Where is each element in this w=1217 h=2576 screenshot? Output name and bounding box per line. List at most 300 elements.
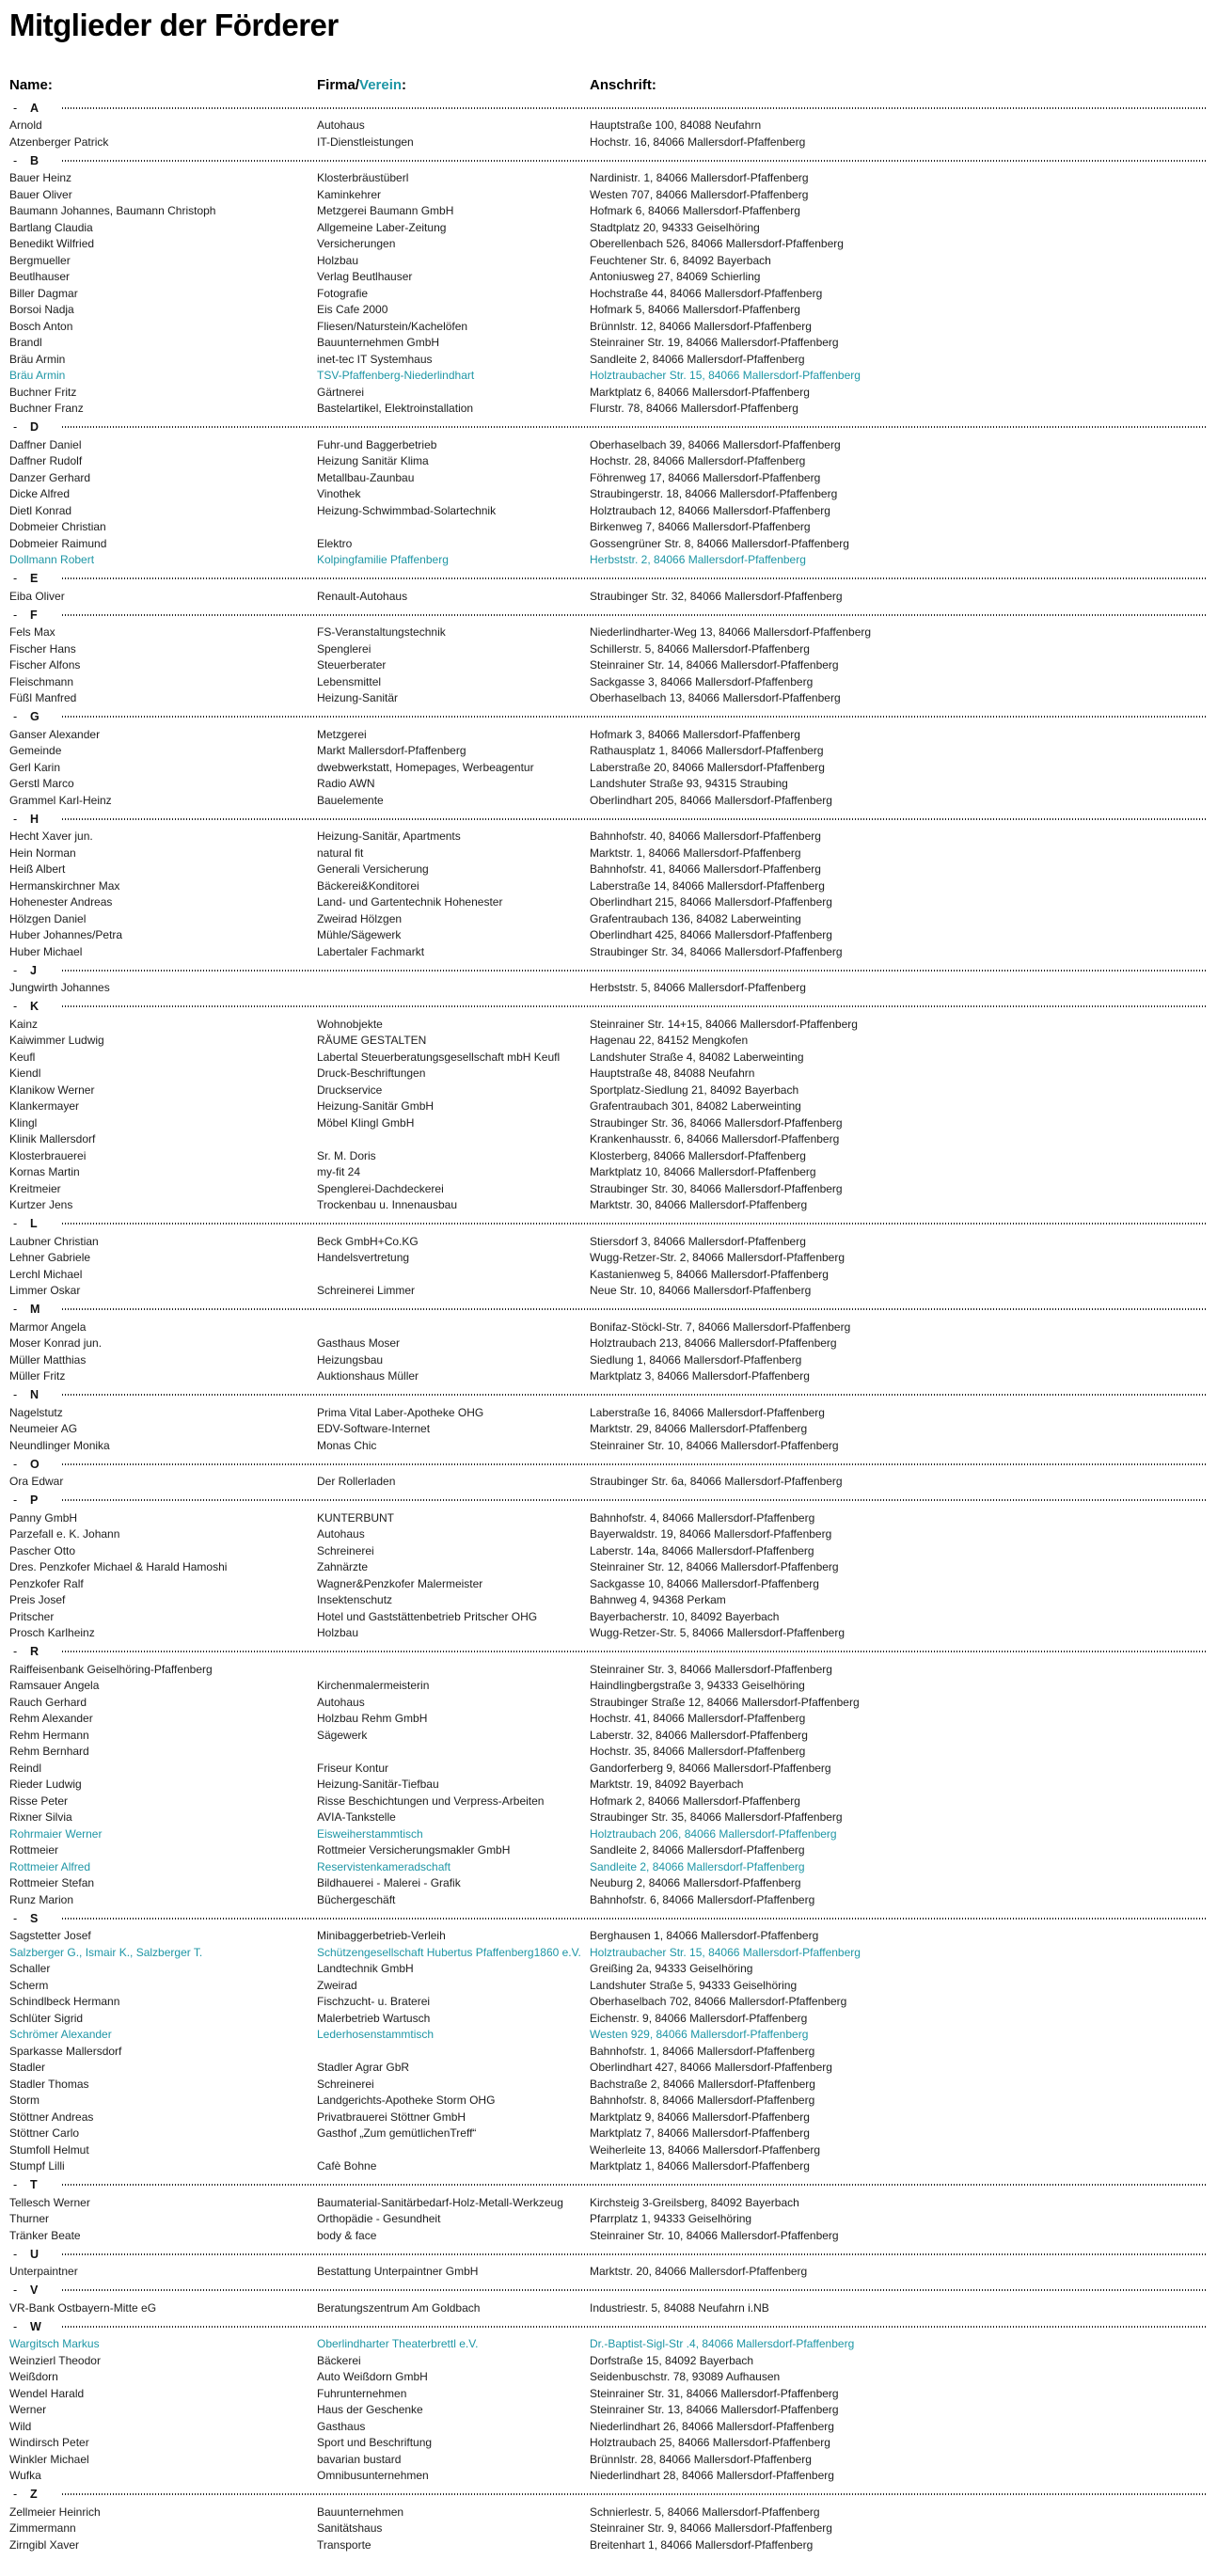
member-name: Klanikow Werner: [9, 1083, 95, 1097]
member-firma: AVIA-Tankstelle: [317, 1810, 396, 1824]
member-name: Heiß Albert: [9, 862, 66, 876]
member-name: Fischer Alfons: [9, 658, 81, 672]
member-row: [9, 286, 1208, 303]
member-name: Kreitmeier: [9, 1181, 61, 1195]
member-row: [9, 385, 1208, 402]
member-firma: Vinothek: [317, 487, 361, 500]
section-dotted-rule: [62, 1005, 1206, 1007]
member-anschrift: Flurstr. 78, 84066 Mallersdorf-Pfaffenberg: [590, 402, 798, 415]
member-row: [9, 2011, 1208, 2028]
member-name: Atzenberger Patrick: [9, 134, 109, 149]
member-firma: Friseur Kontur: [317, 1761, 389, 1775]
member-name[interactable]: Rohrmaier Werner: [9, 1826, 103, 1841]
member-firma[interactable]: Lederhosenstammtisch: [317, 2028, 435, 2041]
section-dotted-rule: [62, 2493, 1206, 2495]
member-anschrift: Marktstr. 19, 84092 Bayerbach: [590, 1778, 744, 1791]
member-anschrift: Holztraubach 213, 84066 Mallersdorf-Pfaffenberg: [590, 1336, 837, 1350]
section-dash: -: [13, 2178, 18, 2191]
member-row: [9, 437, 1208, 454]
member-row: [9, 1197, 1208, 1214]
member-row: [9, 1283, 1208, 1300]
member-name: Dres. Penzkofer Michael & Harald Hamoshi: [9, 1560, 228, 1573]
member-anschrift: Hagenau 22, 84152 Mengkofen: [590, 1034, 749, 1047]
member-row: [9, 1352, 1208, 1369]
member-anschrift: Bahnweg 4, 94368 Perkam: [590, 1593, 726, 1606]
member-anschrift: Steinrainer Str. 13, 84066 Mallersdorf-Pfaffenberg: [590, 2403, 839, 2416]
member-row: [9, 944, 1208, 961]
member-name: Storm: [9, 2094, 40, 2107]
member-anschrift: Rathausplatz 1, 84066 Mallersdorf-Pfaffenberg: [590, 744, 824, 757]
member-name: Lehner Gabriele: [9, 1251, 91, 1264]
member-row: [9, 589, 1208, 606]
member-name: Sagstetter Josef: [9, 1929, 91, 1942]
member-name: Wild: [9, 2419, 32, 2433]
section-header-l: [9, 1214, 1208, 1234]
member-name[interactable]: Schrömer Alexander: [9, 2028, 112, 2041]
member-firma: Bäckerei: [317, 2353, 361, 2367]
member-row: [9, 335, 1208, 352]
member-anschrift: Greißing 2a, 94333 Geiselhöring: [590, 1962, 753, 1975]
member-name: Pascher Otto: [9, 1543, 76, 1557]
section-letter: L: [30, 1217, 38, 1230]
section-header-a: [9, 98, 1208, 118]
section-header-g: [9, 707, 1208, 727]
member-firma: Transporte: [317, 2537, 371, 2552]
member-name: Rehm Alexander: [9, 1712, 93, 1725]
member-row: [9, 2505, 1208, 2521]
member-row: [9, 519, 1208, 536]
member-name: Nagelstutz: [9, 1405, 63, 1419]
member-row: [9, 1066, 1208, 1083]
member-row: [9, 1083, 1208, 1099]
member-anschrift: Laberstraße 14, 84066 Mallersdorf-Pfaffenberg: [590, 878, 825, 893]
member-name: Beutlhauser: [9, 270, 71, 283]
member-row: [9, 861, 1208, 878]
member-name: Borsoi Nadja: [9, 303, 74, 316]
member-name: Hecht Xaver jun.: [9, 830, 93, 843]
section-dotted-rule: [62, 2184, 1206, 2186]
member-row: [9, 1050, 1208, 1067]
member-firma: Metzgerei Baumann GmbH: [317, 204, 454, 217]
section-letter: O: [30, 1457, 40, 1471]
section-dash: -: [13, 420, 18, 434]
member-firma: dwebwerkstatt, Homepages, Werbeagentur: [317, 760, 534, 774]
member-firma: Fuhr-und Baggerbetrieb: [317, 437, 437, 451]
section-header-z: [9, 2485, 1208, 2505]
member-row: [9, 2228, 1208, 2245]
member-firma: Mühle/Sägewerk: [317, 928, 402, 941]
section-header-b: [9, 150, 1208, 170]
member-anschrift: Oberellenbach 526, 84066 Mallersdorf-Pfaffenberg: [590, 237, 844, 250]
member-firma: Fuhrunternehmen: [317, 2386, 407, 2400]
member-row: [9, 486, 1208, 503]
member-row: [9, 1826, 1208, 1843]
member-anschrift[interactable]: Dr.-Baptist-Sigl-Str .4, 84066 Mallersdorf-Pfaffenberg: [590, 2337, 855, 2350]
member-anschrift: Bahnhofstr. 40, 84066 Mallersdorf-Pfaffenberg: [590, 830, 821, 843]
member-anschrift: Grafentraubach 301, 84082 Laberweinting: [590, 1099, 801, 1113]
member-firma: Eis Cafe 2000: [317, 303, 388, 316]
section-header-o: [9, 1454, 1208, 1474]
member-row: [9, 2435, 1208, 2452]
member-row: [9, 2369, 1208, 2386]
member-row: [9, 1576, 1208, 1593]
member-name: Tellesch Werner: [9, 2195, 90, 2209]
section-dash: -: [13, 1217, 18, 1230]
section-dash: -: [13, 2488, 18, 2501]
member-row: [9, 203, 1208, 220]
member-anschrift: Berghausen 1, 84066 Mallersdorf-Pfaffenberg: [590, 1929, 819, 1942]
section-dotted-rule: [62, 160, 1206, 162]
member-anschrift: Straubinger Straße 12, 84066 Mallersdorf-Pfaffenberg: [590, 1695, 860, 1709]
section-dotted-rule: [62, 1223, 1206, 1225]
section-letter: T: [30, 2178, 38, 2191]
member-firma: Orthopädie - Gesundheit: [317, 2212, 441, 2225]
member-row: [9, 1794, 1208, 1810]
member-firma: Heizung-Sanitär: [317, 691, 399, 704]
member-anschrift: Wugg-Retzer-Str. 2, 84066 Mallersdorf-Pfaffenberg: [590, 1251, 846, 1264]
member-firma: body & face: [317, 2228, 377, 2242]
member-row: [9, 776, 1208, 793]
member-row: [9, 911, 1208, 928]
member-firma: Bestattung Unterpaintner GmbH: [317, 2265, 479, 2278]
member-row: [9, 220, 1208, 237]
member-firma: Auktionshaus Müller: [317, 1369, 419, 1383]
section-dotted-rule: [62, 1499, 1206, 1501]
member-anschrift: Hochstraße 44, 84066 Mallersdorf-Pfaffenberg: [590, 286, 823, 300]
member-name: Zirngibl Xaver: [9, 2537, 80, 2552]
member-row: [9, 2211, 1208, 2228]
member-name: Unterpaintner: [9, 2265, 78, 2278]
section-header-h: [9, 809, 1208, 829]
member-firma[interactable]: TSV-Pfaffenberg-Niederlindhart: [317, 369, 475, 382]
member-row: [9, 2126, 1208, 2142]
member-name: Rehm Bernhard: [9, 1745, 89, 1758]
member-row: [9, 2336, 1208, 2353]
member-firma: Heizung-Sanitär GmbH: [317, 1099, 435, 1113]
member-row: [9, 302, 1208, 319]
member-name: Rauch Gerhard: [9, 1695, 87, 1709]
member-firma: Bäckerei&Konditorei: [317, 878, 419, 893]
member-row: [9, 453, 1208, 470]
member-anschrift[interactable]: Herbststr. 2, 84066 Mallersdorf-Pfaffenberg: [590, 553, 806, 566]
member-firma: Beck GmbH+Co.KG: [317, 1234, 419, 1248]
member-anschrift: Grafentraubach 136, 84082 Laberweinting: [590, 911, 801, 925]
member-anschrift: Seidenbuschstr. 78, 93089 Aufhausen: [590, 2370, 781, 2383]
member-anschrift: Marktstr. 29, 84066 Mallersdorf-Pfaffenberg: [590, 1422, 808, 1435]
member-firma: Gasthof „Zum gemütlichenTreff“: [317, 2126, 477, 2140]
member-row: [9, 470, 1208, 487]
member-firma: Sägewerk: [317, 1728, 368, 1742]
member-anschrift[interactable]: Holztraubacher Str. 15, 84066 Mallersdorf-Pfaffenberg: [590, 1945, 861, 1959]
section-dotted-rule: [62, 2326, 1206, 2328]
member-anschrift: Bahnhofstr. 4, 84066 Mallersdorf-Pfaffenberg: [590, 1510, 815, 1525]
member-row: [9, 1744, 1208, 1761]
member-name[interactable]: Salzberger G., Ismair K., Salzberger T.: [9, 1945, 203, 1959]
member-anschrift[interactable]: Westen 929, 84066 Mallersdorf-Pfaffenberg: [590, 2028, 809, 2041]
member-firma: Spenglerei-Dachdeckerei: [317, 1181, 444, 1195]
member-row: [9, 1662, 1208, 1679]
member-firma[interactable]: Reservistenkameradschaft: [317, 1859, 451, 1873]
member-row: [9, 2264, 1208, 2281]
member-name: Runz Marion: [9, 1892, 74, 1906]
member-name: Buchner Franz: [9, 402, 84, 415]
member-row: [9, 980, 1208, 997]
member-name[interactable]: Dollmann Robert: [9, 553, 95, 566]
section-dash: -: [13, 1911, 18, 1925]
section-dotted-rule: [62, 1394, 1206, 1396]
member-name: Parzefall e. K. Johann: [9, 1527, 120, 1541]
section-dash: -: [13, 153, 18, 167]
member-row: [9, 368, 1208, 385]
member-firma: [317, 519, 590, 536]
member-firma: [317, 2142, 590, 2159]
member-name: Stumpf Lilli: [9, 2159, 65, 2173]
section-dash: -: [13, 572, 18, 585]
member-name: Bräu Armin: [9, 352, 66, 366]
section-dash: -: [13, 710, 18, 723]
member-row: [9, 1928, 1208, 1945]
member-firma: Schreinerei: [317, 2077, 374, 2091]
member-row: [9, 927, 1208, 944]
member-name: Daffner Daniel: [9, 437, 82, 451]
member-firma: Heizung-Schwimmbad-Solartechnik: [317, 503, 497, 517]
section-letter: M: [30, 1303, 40, 1316]
member-anschrift: Marktplatz 1, 84066 Mallersdorf-Pfaffenberg: [590, 2159, 810, 2173]
member-anschrift: Laberstraße 16, 84066 Mallersdorf-Pfaffenberg: [590, 1405, 825, 1419]
member-anschrift: Oberlindhart 215, 84066 Mallersdorf-Pfaffenberg: [590, 895, 832, 909]
section-dotted-rule: [62, 1918, 1206, 1920]
member-firma: [317, 1267, 590, 1284]
member-name: Buchner Fritz: [9, 385, 77, 399]
member-anschrift: Hauptstraße 48, 84088 Neufahrn: [590, 1067, 755, 1080]
member-anschrift: Steinrainer Str. 10, 84066 Mallersdorf-Pfaffenberg: [590, 1438, 839, 1452]
member-firma: Cafè Bohne: [317, 2159, 377, 2173]
member-anschrift: Bahnhofstr. 8, 84066 Mallersdorf-Pfaffenberg: [590, 2094, 815, 2107]
member-row: [9, 1033, 1208, 1050]
member-anschrift[interactable]: Holztraubach 206, 84066 Mallersdorf-Pfaffenberg: [590, 1826, 837, 1841]
member-anschrift: Marktplatz 9, 84066 Mallersdorf-Pfaffenberg: [590, 2110, 810, 2124]
section-letter: W: [30, 2319, 41, 2333]
member-anschrift: Gossengrüner Str. 8, 84066 Mallersdorf-Pfaffenberg: [590, 536, 849, 550]
column-header-anschrift: Anschrift:: [590, 77, 656, 93]
member-row: [9, 2537, 1208, 2554]
section-dotted-rule: [62, 1651, 1206, 1652]
member-firma: Autohaus: [317, 1527, 365, 1541]
member-name[interactable]: Bräu Armin: [9, 369, 66, 382]
member-name: Schlüter Sigrid: [9, 2011, 84, 2025]
member-firma: Sanitätshaus: [317, 2521, 383, 2535]
member-name: Klankermayer: [9, 1099, 80, 1113]
member-firma: Insektenschutz: [317, 1593, 393, 1606]
member-firma: Heizung Sanitär Klima: [317, 454, 429, 467]
member-firma: Beratungszentrum Am Goldbach: [317, 2300, 481, 2315]
member-firma: Monas Chic: [317, 1438, 377, 1452]
member-name: Neundlinger Monika: [9, 1438, 110, 1452]
member-name: Hein Norman: [9, 845, 76, 860]
member-row: [9, 1017, 1208, 1034]
member-anschrift: Sportplatz-Siedlung 21, 84092 Bayerbach: [590, 1083, 799, 1097]
member-row: [9, 2300, 1208, 2317]
member-anschrift: Bahnhofstr. 1, 84066 Mallersdorf-Pfaffenberg: [590, 2044, 815, 2058]
member-firma: Stadler Agrar GbR: [317, 2061, 410, 2074]
member-name: Müller Matthias: [9, 1352, 87, 1367]
column-header-firma-verein: [317, 77, 590, 93]
member-row: [9, 1859, 1208, 1876]
section-letter: B: [30, 153, 40, 167]
member-anschrift[interactable]: Sandleite 2, 84066 Mallersdorf-Pfaffenberg: [590, 1859, 805, 1873]
member-name: Sparkasse Mallersdorf: [9, 2044, 122, 2058]
member-anschrift: Marktstr. 20, 84066 Mallersdorf-Pfaffenberg: [590, 2265, 808, 2278]
members-list: [9, 98, 1208, 2553]
member-anschrift: Nardinistr. 1, 84066 Mallersdorf-Pfaffenberg: [590, 171, 809, 184]
section-dash: -: [13, 2284, 18, 2297]
member-firma: Trockenbau u. Innenausbau: [317, 1198, 457, 1211]
member-name: Tränker Beate: [9, 2228, 81, 2242]
member-row: [9, 2402, 1208, 2419]
member-anschrift: Neuburg 2, 84066 Mallersdorf-Pfaffenberg: [590, 1876, 801, 1889]
member-firma: Handelsvertretung: [317, 1251, 410, 1264]
member-row: [9, 894, 1208, 911]
member-name: Pritscher: [9, 1609, 55, 1623]
member-row: [9, 2077, 1208, 2094]
member-name: Dicke Alfred: [9, 487, 71, 500]
member-name: Biller Dagmar: [9, 286, 78, 300]
member-row: [9, 845, 1208, 862]
member-anschrift: Steinrainer Str. 31, 84066 Mallersdorf-Pfaffenberg: [590, 2386, 839, 2400]
member-anschrift: Straubingerstr. 18, 84066 Mallersdorf-Pfaffenberg: [590, 487, 838, 500]
section-header-j: [9, 960, 1208, 980]
member-firma: Sport und Beschriftung: [317, 2436, 433, 2449]
member-row: [9, 760, 1208, 777]
member-firma: Gasthaus Moser: [317, 1336, 401, 1350]
section-letter: Z: [30, 2488, 38, 2501]
member-name: Moser Konrad jun.: [9, 1336, 103, 1350]
member-firma: Markt Mallersdorf-Pfaffenberg: [317, 744, 466, 757]
section-letter: A: [30, 101, 40, 115]
member-firma: Malerbetrieb Wartusch: [317, 2011, 431, 2025]
section-dotted-rule: [62, 716, 1206, 718]
member-row: [9, 319, 1208, 336]
member-firma[interactable]: Kolpingfamilie Pfaffenberg: [317, 553, 449, 566]
member-name: Reindl: [9, 1761, 42, 1775]
member-firma: KUNTERBUNT: [317, 1510, 395, 1525]
member-anschrift: Marktplatz 6, 84066 Mallersdorf-Pfaffenberg: [590, 385, 810, 399]
columns-header: [9, 77, 1208, 93]
member-row: [9, 1543, 1208, 1560]
member-firma[interactable]: Oberlindharter Theaterbrettl e.V.: [317, 2337, 479, 2350]
member-name: Dobmeier Raimund: [9, 536, 107, 550]
member-row: [9, 829, 1208, 845]
member-firma[interactable]: Eisweiherstammtisch: [317, 1826, 423, 1841]
member-row: [9, 1978, 1208, 1995]
member-row: [9, 2386, 1208, 2403]
member-firma: Metallbau-Zaunbau: [317, 470, 415, 484]
member-name: Gemeinde: [9, 744, 62, 757]
member-name: Raiffeisenbank Geiselhöring-Pfaffenberg: [9, 1662, 213, 1676]
member-firma: Bauunternehmen: [317, 2505, 404, 2519]
member-name: Baumann Johannes, Baumann Christoph: [9, 204, 216, 217]
member-anschrift: Hofmark 5, 84066 Mallersdorf-Pfaffenberg: [590, 303, 800, 316]
section-dotted-rule: [62, 1463, 1206, 1465]
member-firma: Druck-Beschriftungen: [317, 1067, 426, 1080]
member-firma: Baumaterial-Sanitärbedarf-Holz-Metall-Werkzeug: [317, 2195, 563, 2209]
member-firma: [317, 980, 590, 997]
member-firma: Verlag Beutlhauser: [317, 270, 413, 283]
member-row: [9, 2027, 1208, 2044]
member-row: [9, 1961, 1208, 1978]
member-name: Werner: [9, 2403, 47, 2416]
member-row: [9, 2452, 1208, 2469]
member-anschrift: Marktplatz 10, 84066 Mallersdorf-Pfaffenberg: [590, 1165, 816, 1178]
member-row: [9, 1510, 1208, 1527]
member-row: [9, 118, 1208, 134]
member-row: [9, 2110, 1208, 2126]
member-anschrift[interactable]: Holztraubacher Str. 15, 84066 Mallersdorf-Pfaffenberg: [590, 369, 861, 382]
member-firma: Risse Beschichtungen und Verpress-Arbeiten: [317, 1794, 545, 1808]
member-anschrift: Laberstraße 20, 84066 Mallersdorf-Pfaffenberg: [590, 760, 825, 774]
member-name: Hermanskirchner Max: [9, 878, 120, 893]
member-name: Hohenester Andreas: [9, 895, 113, 909]
section-header-k: [9, 997, 1208, 1017]
section-dotted-rule: [62, 2289, 1206, 2291]
member-row: [9, 1810, 1208, 1826]
member-row: [9, 1250, 1208, 1267]
member-name[interactable]: Rottmeier Alfred: [9, 1859, 91, 1873]
member-row: [9, 1559, 1208, 1576]
firma-label: Firma/: [317, 77, 360, 93]
member-row: [9, 1526, 1208, 1543]
member-anschrift: Straubinger Str. 6a, 84066 Mallersdorf-Pfaffenberg: [590, 1475, 843, 1488]
member-anschrift: Bonifaz-Stöckl-Str. 7, 84066 Mallersdorf-Pfaffenberg: [590, 1320, 851, 1334]
member-firma: Kirchenmalermeisterin: [317, 1679, 430, 1692]
member-firma: Wohnobjekte: [317, 1017, 383, 1031]
section-dash: -: [13, 1000, 18, 1013]
member-firma: bavarian bustard: [317, 2452, 402, 2466]
member-row: [9, 269, 1208, 286]
member-firma: Spenglerei: [317, 641, 371, 656]
member-anschrift: Bahnhofstr. 41, 84066 Mallersdorf-Pfaffenberg: [590, 862, 821, 876]
member-row: [9, 1115, 1208, 1132]
member-firma: Landgerichts-Apotheke Storm OHG: [317, 2094, 496, 2107]
member-name: Fischer Hans: [9, 641, 76, 656]
member-name: Klinik Mallersdorf: [9, 1132, 96, 1146]
member-firma: Heizungsbau: [317, 1352, 384, 1367]
member-firma: Haus der Geschenke: [317, 2403, 423, 2416]
member-row: [9, 253, 1208, 270]
member-anschrift: Straubinger Str. 35, 84066 Mallersdorf-Pfaffenberg: [590, 1810, 843, 1824]
member-name: Kurtzer Jens: [9, 1198, 73, 1211]
section-header-m: [9, 1300, 1208, 1320]
member-row: [9, 2353, 1208, 2370]
member-anschrift: Oberhaselbach 702, 84066 Mallersdorf-Pfaffenberg: [590, 1995, 847, 2008]
member-name[interactable]: Wargitsch Markus: [9, 2337, 100, 2350]
member-row: [9, 674, 1208, 691]
member-row: [9, 1842, 1208, 1859]
colon-label: :: [402, 77, 407, 93]
member-anschrift: Hochstr. 35, 84066 Mallersdorf-Pfaffenberg: [590, 1745, 806, 1758]
member-row: [9, 1267, 1208, 1284]
member-row: [9, 187, 1208, 204]
member-anschrift: Steinrainer Str. 19, 84066 Mallersdorf-Pfaffenberg: [590, 336, 839, 349]
member-name: Stöttner Andreas: [9, 2110, 94, 2124]
member-firma: Versicherungen: [317, 237, 396, 250]
member-anschrift: Landshuter Straße 93, 94315 Straubing: [590, 777, 788, 790]
member-anschrift: Steinrainer Str. 12, 84066 Mallersdorf-Pfaffenberg: [590, 1560, 839, 1573]
member-anschrift: Holztraubach 12, 84066 Mallersdorf-Pfaffenberg: [590, 503, 830, 517]
member-name: Schaller: [9, 1962, 51, 1975]
member-firma[interactable]: Schützengesellschaft Hubertus Pfaffenberg1860 e.V.: [317, 1945, 581, 1959]
member-firma: Schreinerei: [317, 1543, 374, 1557]
